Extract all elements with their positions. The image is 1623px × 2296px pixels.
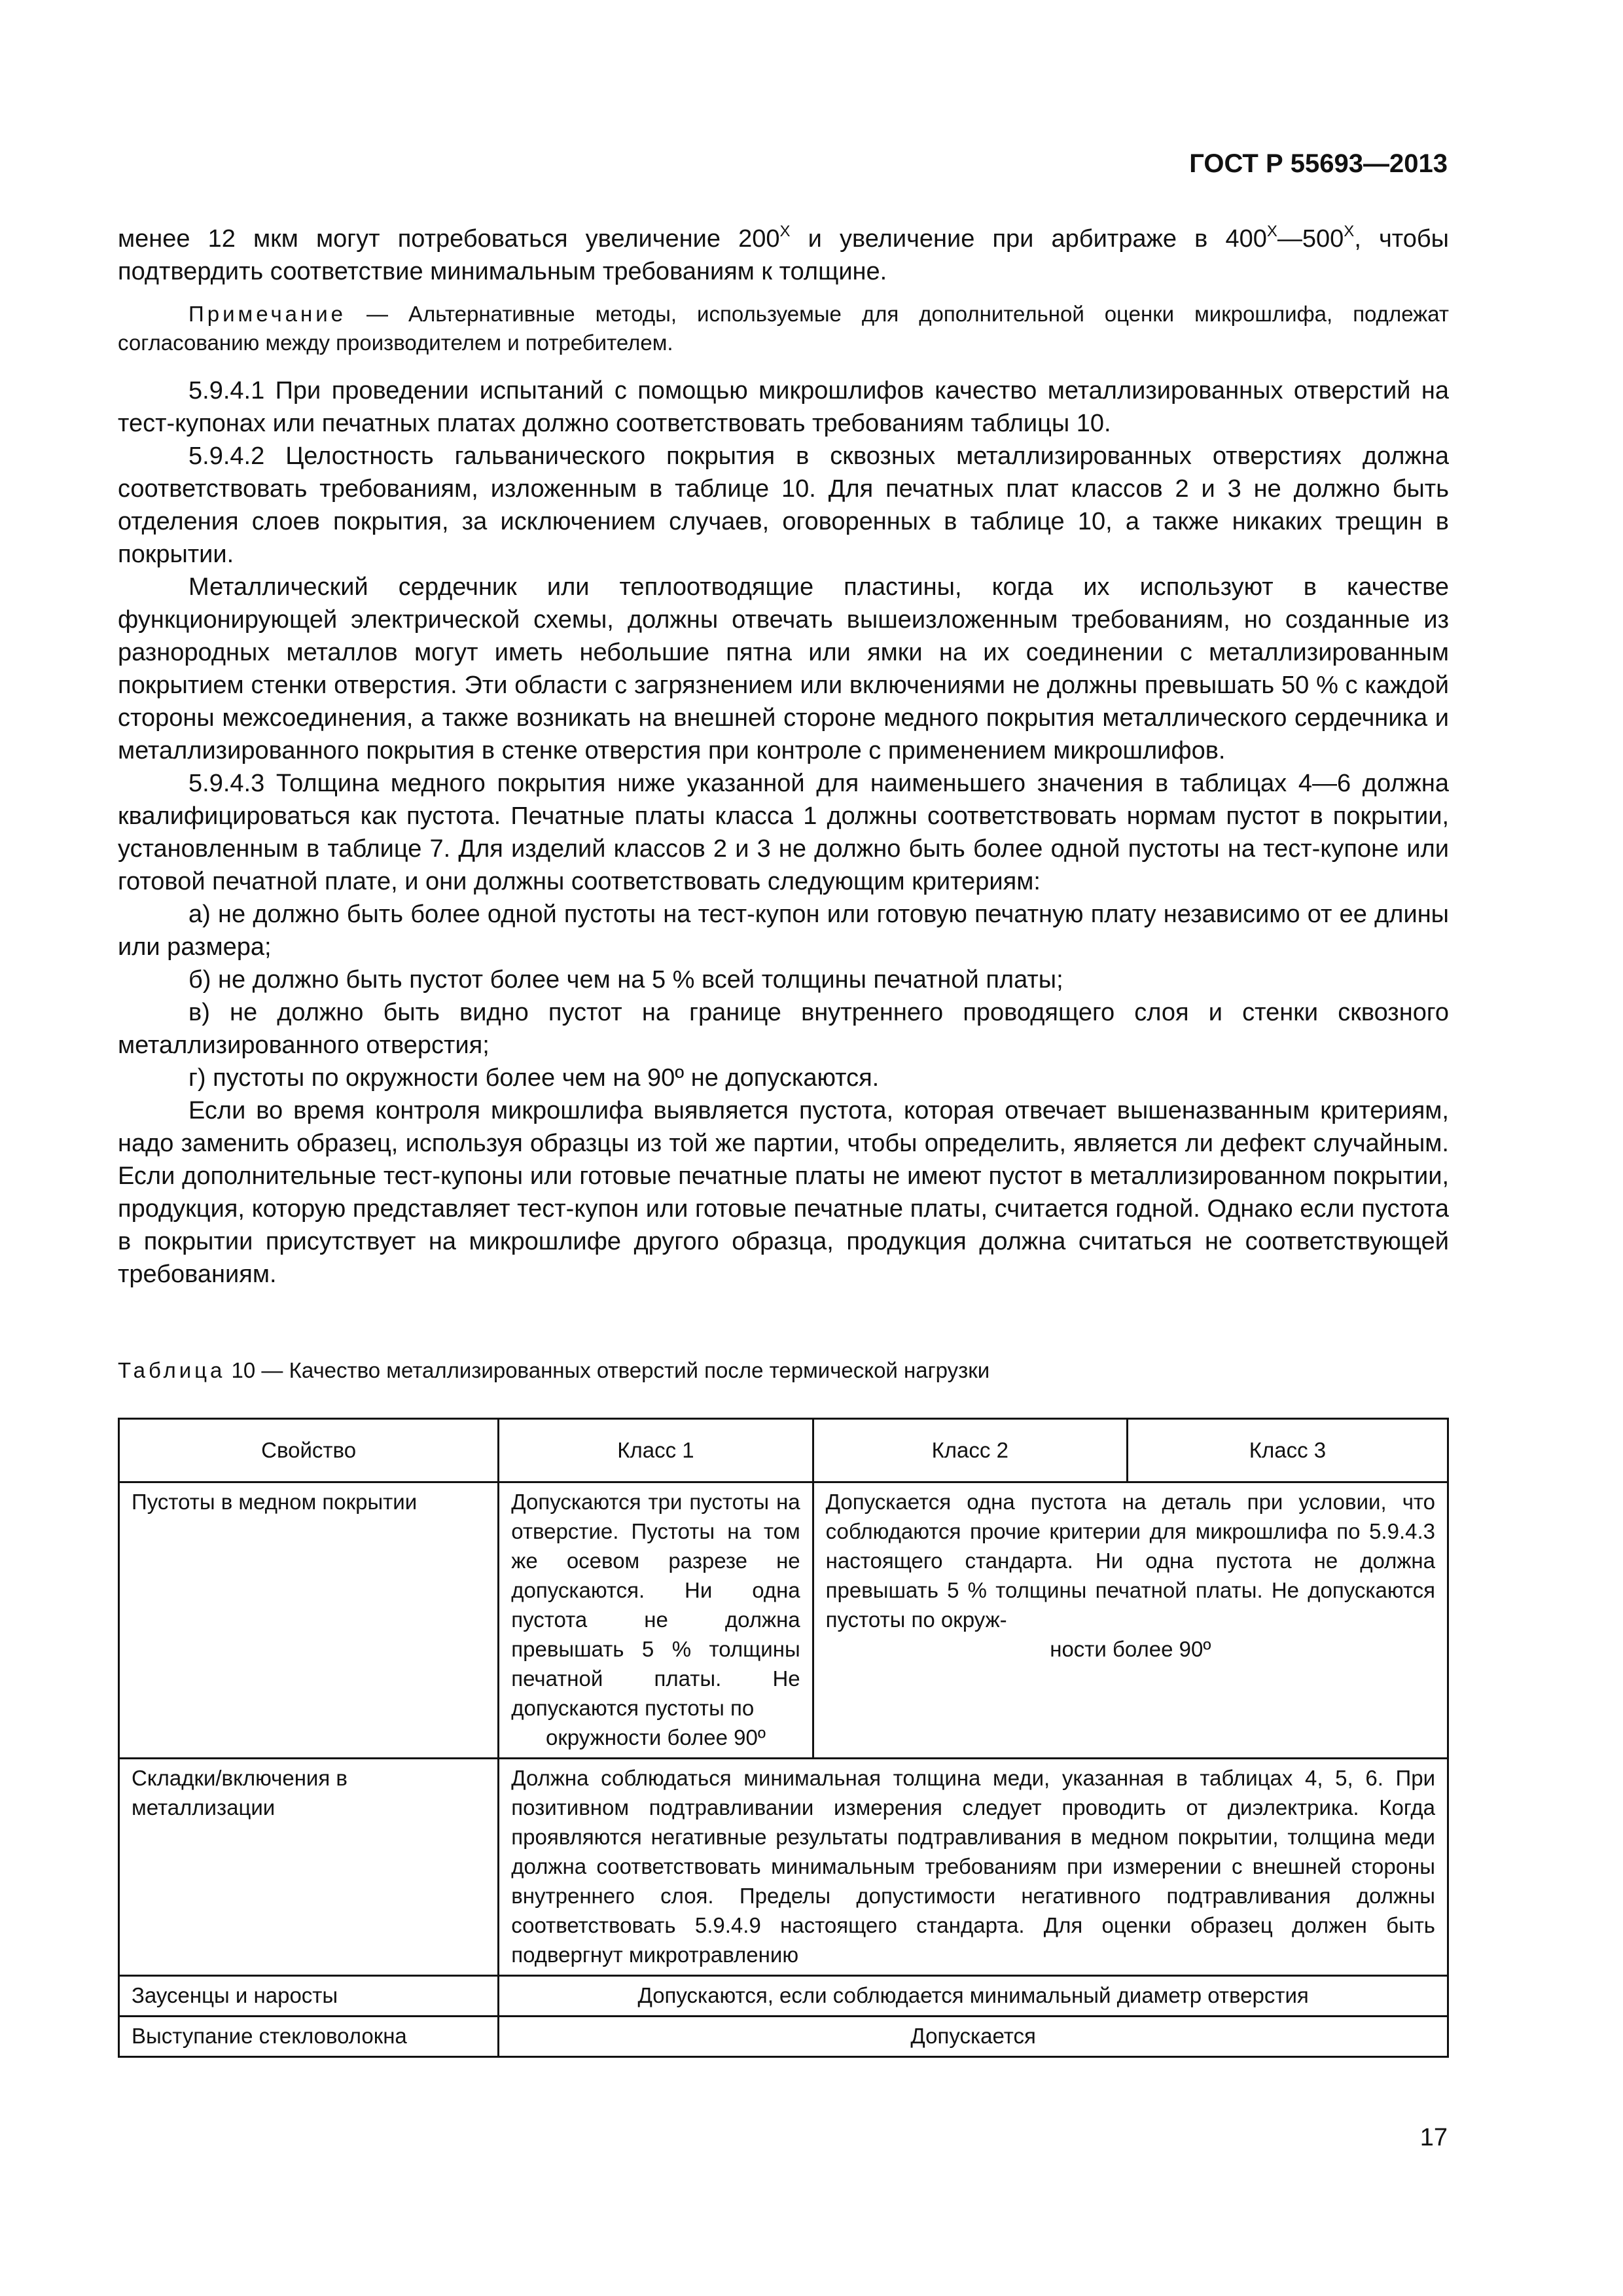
list-item-c: в) не должно быть видно пустот на границе внутреннего проводящего слоя и стенки сквозного металлизированного отверстия; <box>118 999 1449 1059</box>
table-caption <box>118 1356 990 1385</box>
note <box>118 300 1449 357</box>
note-text: — Альтернативные методы, используемые для дополнительной оценки микрошлифа, подлежат согласованию между производителем и потребителем. <box>118 302 1449 355</box>
row-property: Заусенцы и наросты <box>119 1976 499 2017</box>
header-property: Свойство <box>119 1419 499 1482</box>
note-label: Примечание <box>188 302 347 326</box>
paragraph-void-found: Если во время контроля микрошлифа выявляется пустота, которая отвечает вышеназванным критериям, надо заменить образец, используя образцы из той же партии, чтобы определить, является ли дефект случайным. Если дополнительные тест-купоны или готовые печатные платы не имеют пустот в металлизированном покрытии, продукция, которую представляет тест-купон или готовые печатные платы, считается годной. Однако если пустота в покрытии присутствует на микрошлифе другого образца, продукция должна считаться не соответствующей требованиям. <box>118 1097 1449 1288</box>
continued-paragraph: менее 12 мкм могут потребоваться увеличение $200^Х$ и увеличение при арбитраже в $400^Х—500^Х$, чтобы подтвердить соответствие минимальным требованиям к толщине. <box>118 223 1449 285</box>
row-all-classes: Допускается <box>499 2017 1448 2057</box>
table-caption-label: Таблица <box>118 1358 226 1382</box>
table-row <box>119 1976 1448 2017</box>
paragraph-5-9-4-1: 5.9.4.1 При проведении испытаний с помощью микрошлифов качество металлизированных отверстий на тест-купонах или печатных платах должно соответствовать требованиям таблицы 10. <box>118 377 1449 437</box>
table-row <box>119 1482 1448 1759</box>
quality-table <box>118 1418 1449 2058</box>
row-all-classes: Должна соблюдаться минимальная толщина меди, указанная в таблицах 4, 5, 6. При позитивном подтравливании измерения следует проводить от диэлектрика. Когда проявляются негативные результаты подтравливания в медном покрытии, толщина меди должна соответствовать минимальным требованиям при измерении с внешней стороны внутреннего слоя. Пределы допустимости негативного подтравливания должны соответствовать 5.9.4.9 настоящего стандарта. Для оценки образец должен быть подвергнут микротравлению <box>499 1759 1448 1976</box>
body-text <box>118 223 1449 1291</box>
list-item-a: а) не должно быть более одной пустоты на тест-купон или готовую печатную плату независимо от ее длины или размера; <box>118 901 1449 961</box>
paragraph-5-9-4-3: 5.9.4.3 Толщина медного покрытия ниже указанной для наименьшего значения в таблицах 4—6 должна квалифицироваться как пустота. Печатные платы класса 1 должны соответствовать нормам пустот в покрытии, установленным в таблице 7. Для изделий классов 2 и 3 не должно быть более одной пустоты на тест-купоне или готовой печатной плате, и они должны соответствовать следующим критериям: <box>118 770 1449 895</box>
row-class-1: Допускаются три пустоты на отверстие. Пустоты на том же осевом разрезе не допускаются. Ни одна пустота не должна превышать 5 % толщины печатной платы. Не допускаются пустоты по окружности более 90º <box>499 1482 813 1759</box>
paragraph-5-9-4-2: 5.9.4.2 Целостность гальванического покрытия в сквозных металлизированных отверстиях должна соответствовать требованиям, изложенным в таблице 10. Для печатных плат классов 2 и 3 не должно быть отделения слоев покрытия, за исключением случаев, оговоренных в таблице 10, а также никаких трещин в покрытии. <box>118 442 1449 568</box>
header-class-3: Класс 3 <box>1127 1419 1448 1482</box>
paragraph-metal-core: Металлический сердечник или теплоотводящие пластины, когда их используют в качестве функционирующей электрической схемы, должны отвечать вышеизложенным требованиям, но созданные из разнородных металлов могут иметь небольшие пятна или ямки на их соединении с металлизированным покрытием стенки отверстия. Эти области с загрязнением или включениями не должны превышать 50 % с каждой стороны межсоединения, а также возникать на внешней стороне медного покрытия металлического сердечника и металлизированного покрытия в стенке отверстия при контроле с применением микрошлифов. <box>118 573 1449 764</box>
list-item-b: б) не должно быть пустот более чем на 5 % всей толщины печатной платы; <box>188 966 1063 994</box>
table-caption-text: 10 — Качество металлизированных отверстий после термической нагрузки <box>225 1358 990 1382</box>
row-property: Пустоты в медном покрытии <box>119 1482 499 1759</box>
row-property: Выступание стекловолокна <box>119 2017 499 2057</box>
row-all-classes: Допускаются, если соблюдается минимальный диаметр отверстия <box>499 1976 1448 2017</box>
page-number: 17 <box>1419 2124 1448 2151</box>
header-class-1: Класс 1 <box>499 1419 813 1482</box>
document-id: ГОСТ Р 55693—2013 <box>1189 149 1448 178</box>
table-header-row <box>119 1419 1448 1482</box>
row-property: Складки/включения в металлизации <box>119 1759 499 1976</box>
table-row <box>119 1759 1448 1976</box>
row-class-2-3: Допускается одна пустота на деталь при условии, что соблюдаются прочие критерии для микрошлифа по 5.9.4.3 настоящего стандарта. Ни одна пустота не должна превышать 5 % толщины печатной платы. Не допускаются пустоты по окруж- ности более 90º <box>813 1482 1448 1759</box>
list-item-d: г) пустоты по окружности более чем на 90º не допускаются. <box>188 1064 880 1092</box>
header-class-2: Класс 2 <box>813 1419 1127 1482</box>
table-row <box>119 2017 1448 2057</box>
